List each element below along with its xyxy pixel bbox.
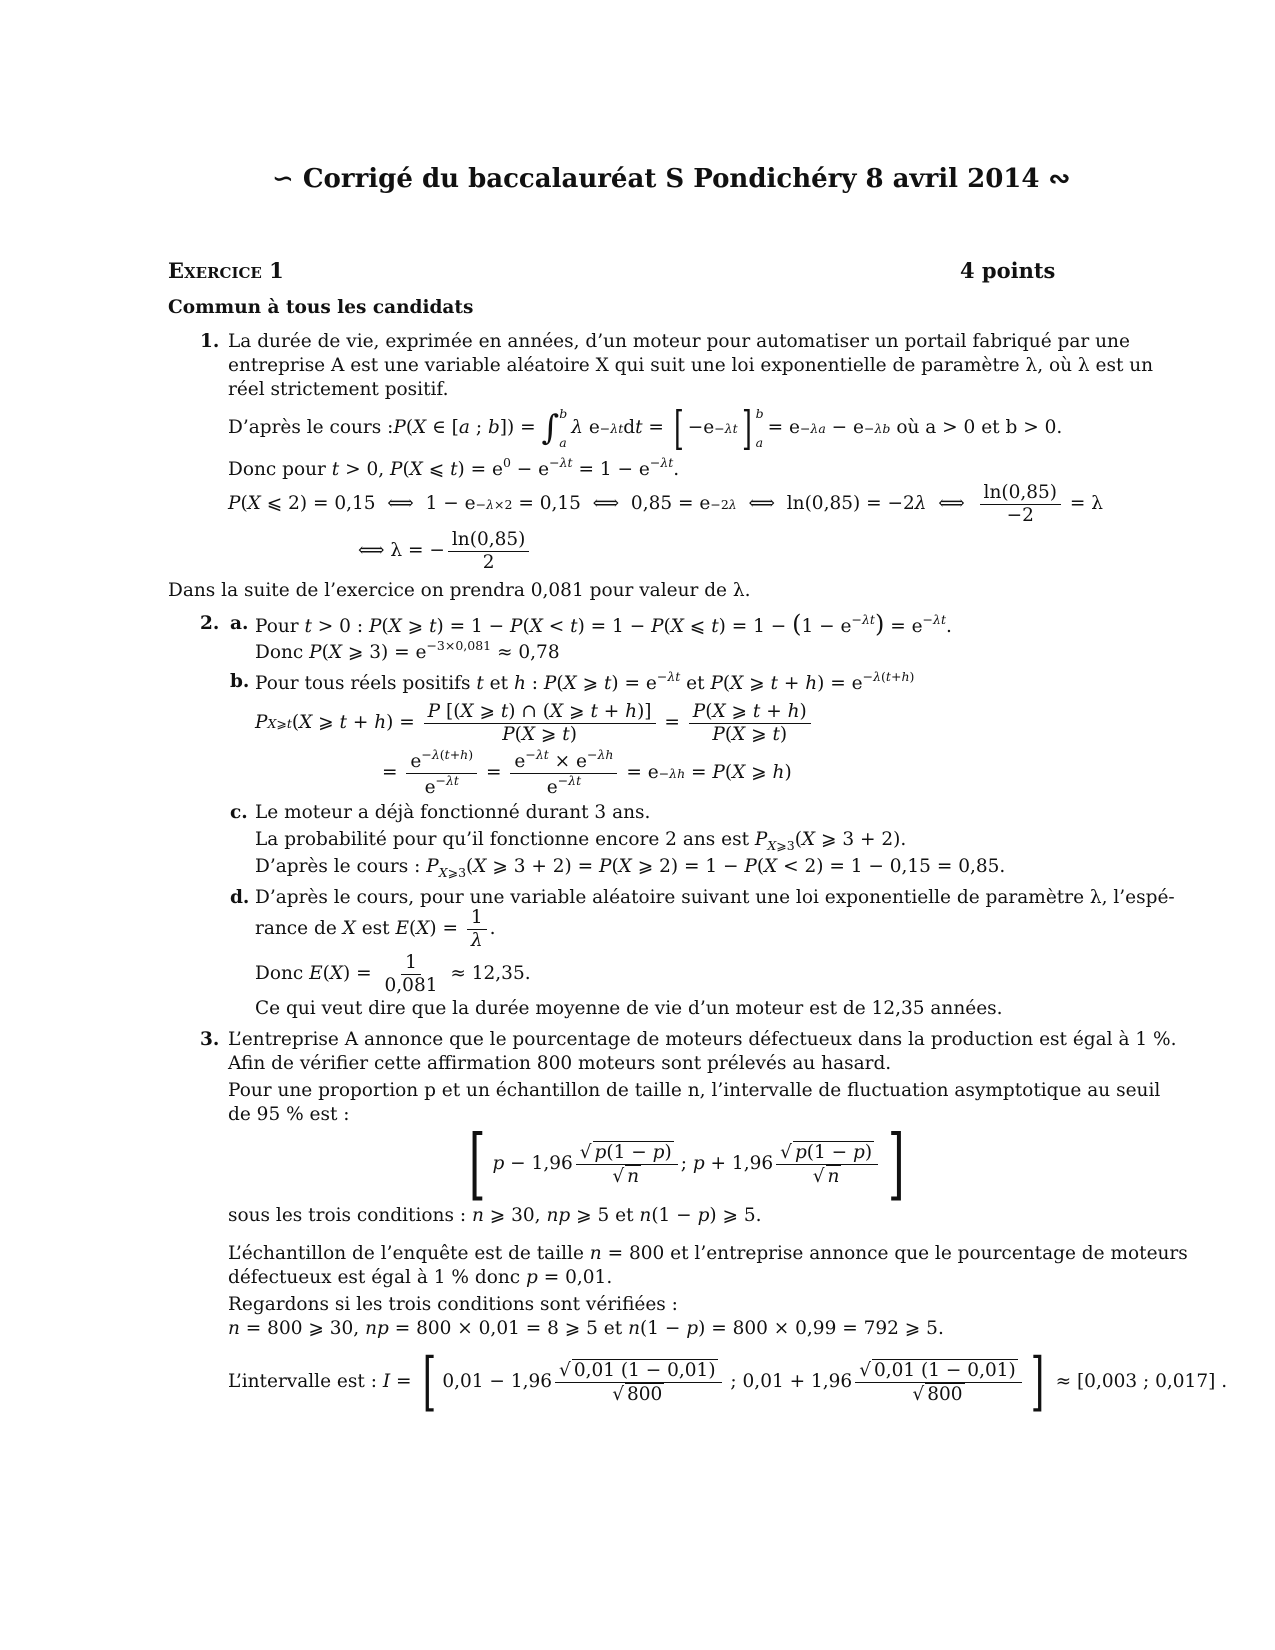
exercise-label: Exercice 1 <box>168 258 284 283</box>
q1-cours-line: D’après le cours : P ( X ∈ [ a ; b ]) = ∫ b a λ e −λt d t = [ −e −λt ] b a = e −λa − e −λb où a > 0 et b > 0. <box>228 401 1063 455</box>
q2-c-line2: La probabilité pour qu’il fonctionne encore 2 ans est $P_{X⩾3}(X$ ⩾ 3 + 2). <box>255 829 907 853</box>
q2-number: 2. <box>200 613 220 634</box>
q2-d-line2: rance de X est E ( X ) = $\frac{1}{\lambda}$ . <box>255 907 496 951</box>
q3-line4: de 95 % est : <box>228 1104 350 1125</box>
q2-b-cond-line2: = $\frac{e^{-\lambda(t+h)}}{e^{-\lambda t}}$ = $\frac{e^{-\lambda t} \times e^{-\lambda h}}{e^{-\lambda t}}$ = e −λh = P ( X ⩾ h ) <box>382 747 792 798</box>
q3-interval-line: L’intervalle est : I = [ 0,01 − 1,96 $\frac{√ 0,01 (1 - 0,01)}{√ 800}$ ; 0,01 + 1,96 $\frac{√ 0,01 (1 - 0,01)}{√ 800}$ ] ≈ [0,003 ; 0,017] . <box>228 1345 1228 1419</box>
q1-equation: P ( X ⩽ 2) = 0,15 ⟺ 1 − e −λ×2 = 0,15 ⟺ 0,85 = e −2λ ⟺ ln(0,85) = −2 λ ⟺ $\frac{\ln(0,85)}{-2}$ = λ <box>228 482 1104 526</box>
q2-c-line1: Le moteur a déjà fonctionné durant 3 ans. <box>255 802 651 823</box>
q1-line3: réel strictement positif. <box>228 379 449 400</box>
suite-line: Dans la suite de l’exercice on prendra 0,081 pour valeur de λ. <box>168 580 751 601</box>
q1-lambda-line <box>358 526 532 576</box>
exercise-points: 4 points <box>960 258 1056 283</box>
q3-conditions: sous les trois conditions : n ⩾ 30, np ⩾ 5 et n(1 − p) ⩾ 5. <box>228 1205 762 1226</box>
q2-b-label: b. <box>230 671 250 692</box>
q1-lambda-prefix: ⟺ λ = − <box>358 539 445 561</box>
exercise-subtitle: Commun à tous les candidats <box>168 297 474 318</box>
ornament-left-icon: ∽ <box>272 164 294 194</box>
q1-line1: La durée de vie, exprimée en années, d’un moteur pour automatiser un portail fabriqué par une <box>228 331 1130 352</box>
q1-number: 1. <box>200 331 220 352</box>
q2-a-line1: Pour t > 0 : P(X ⩾ t) = 1 − P(X < t) = 1 − P(X ⩽ $t) = 1 - (1 - e^{-\lambda t}) = e^{-\lambda t}$. <box>255 610 952 638</box>
q1-eq-end: = λ <box>1069 492 1104 514</box>
q1-line2: entreprise A est une variable aléatoire X qui suit une loi exponentielle de paramètre λ, où λ est un <box>228 355 1154 376</box>
q3-line2: Afin de vérifier cette affirmation 800 moteurs sont prélevés au hasard. <box>228 1053 892 1074</box>
q2-a-label: a. <box>230 613 249 634</box>
q1-donc-line: Donc pour t > 0, P(X ⩽ $t) = e^0 - e^{-\lambda t} = 1 - e^{-\lambda t}$. <box>228 455 680 480</box>
q3-line1: L’entreprise A annonce que le pourcentage de moteurs défectueux dans la production est égal à 1 %. <box>228 1029 1177 1050</box>
q2-d-line3: Donc E ( X ) = $\frac{1}{0,081}$ ≈ 12,35. <box>255 952 531 996</box>
ornament-right-icon: ∾ <box>1048 164 1071 194</box>
q3-interval-result: ≈ [0,003 ; 0,017] . <box>1055 1370 1228 1392</box>
q3-values-line: n = 800 ⩾ 30, np = 800 × 0,01 = 8 ⩾ 5 et n(1 − p) = 800 × 0,99 = 792 ⩾ 5. <box>228 1318 944 1339</box>
page-title <box>272 164 1070 195</box>
q2-c-label: c. <box>230 802 248 823</box>
title-text: Corrigé du baccalauréat S Pondichéry 8 avril 2014 <box>302 164 1040 194</box>
q2-c-line3: D’après le cours : $P_{X⩾3}(X$ ⩾ 3 + 2) = P(X ⩾ 2) = 1 − P(X < 2) = 1 − 0,15 = 0,85. <box>255 856 1006 880</box>
q1-cours-prefix: D’après le cours : <box>228 416 394 438</box>
q3-sample-line2: défectueux est égal à 1 % donc p = 0,01. <box>228 1267 613 1288</box>
q2-a-line2: Donc P(X ⩾ $3) = e^{-3\times 0,081} \approx 0,78$ <box>255 638 560 663</box>
q1-frac-den: −2 <box>1006 504 1034 526</box>
q2-d-line1: D’après le cours, pour une variable aléatoire suivant une loi exponentielle de paramètre λ, l’espé- <box>255 887 1175 908</box>
q3-line3: Pour une proportion p et un échantillon de taille n, l’intervalle de fluctuation asymptotique au seuil <box>228 1080 1161 1101</box>
q2-d-label: d. <box>230 887 250 908</box>
q3-check-line: Regardons si les trois conditions sont vérifiées : <box>228 1294 678 1315</box>
q1-cours-end: où a > 0 et b > 0. <box>896 416 1063 438</box>
q3-sample-line1: L’échantillon de l’enquête est de taille n = 800 et l’entreprise annonce que le pourcentage de moteurs <box>228 1243 1188 1264</box>
fluctuation-interval: [ p − 1,96 $\frac{√ p(1 - p)}{√ n}$ ; p + 1,96 $\frac{√ p(1 - p)}{√ n}$ ] <box>468 1119 905 1209</box>
q1-frac2-den: 2 <box>482 551 495 573</box>
q2-d-line4: Ce qui veut dire que la durée moyenne de vie d’un moteur est de 12,35 années. <box>255 998 1003 1019</box>
q3-number: 3. <box>200 1029 220 1050</box>
q1-fraction <box>980 482 1061 526</box>
q1-frac-num: ln(0,85) <box>980 482 1061 504</box>
q1-frac2-num: ln(0,85) <box>448 529 529 551</box>
q2-b-cond-line1: P X⩾t ( X ⩾ t + h ) = $\frac{P [(X ⩾ t) \cap (X ⩾ t + h)]}{P(X ⩾ t)}$ = $\frac{P(X ⩾ t + h)}{P(X ⩾ t)}$ <box>255 698 814 748</box>
q2-b-line: Pour tous réels positifs t et h : P(X ⩾ $t) = e^{-\lambda t}$ et P(X ⩾ $t + h) = e^{-\lambda(t+h)}$ <box>255 669 915 694</box>
